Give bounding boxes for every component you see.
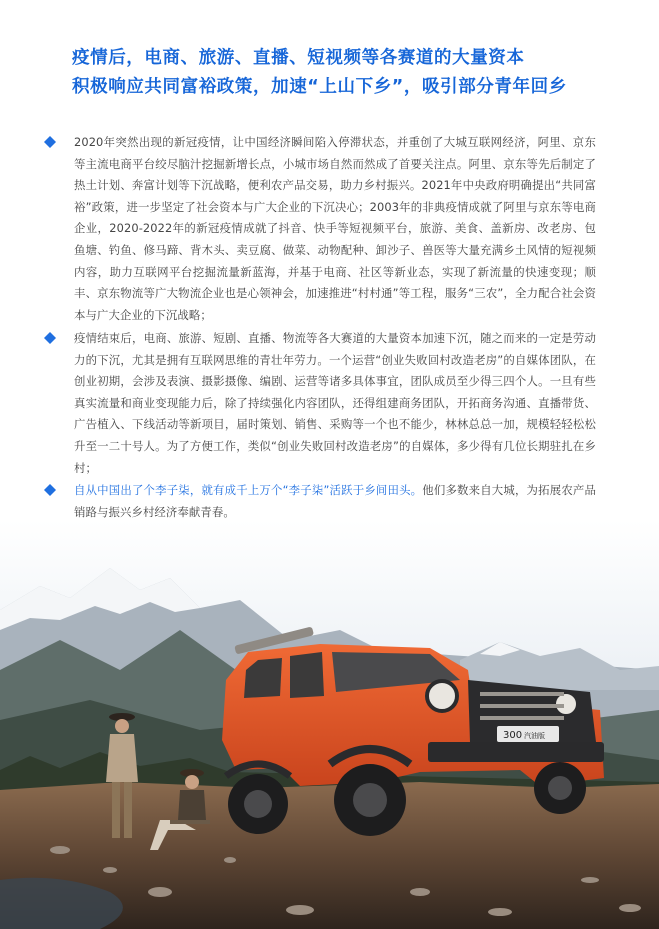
photo-scene bbox=[0, 520, 659, 929]
paragraph-3-highlight: 自从中国出了个李子柒，就有成千上万个“李子柒”活跃于乡间田头。 bbox=[74, 483, 423, 497]
paragraph-2: 疫情结束后，电商、旅游、短剧、直播、物流等各大赛道的大量资本加速下沉，随之而来的一定是劳动力的下沉，尤其是拥有互联网思维的青壮年劳力。一个运营“创业失败回村改造老房”的自媒体团队，在创业初期，会涉及表演、摄影摄像、编剧、运营等诸多具体事宜，团队成员至少得三四个人。一旦有些真实流量和商业变现能力后，除了持续强化内容团队，还得组建商务团队，开拓商务沟通、直播带货、广告植入、下线活动等新项目，届时策划、销售、采购等一个也不能少，林林总总一加，规模轻轻松松升至一二十号人。为了方便工作，类似“创业失败回村改造老房”的自媒体，多少得有几位长期驻扎在乡村； bbox=[74, 331, 596, 475]
paragraph-3-text: 他们多数来自大城，为拓展农产品销路与振兴乡村经济奉献青春。 bbox=[74, 483, 596, 519]
diamond-bullet-icon bbox=[44, 484, 56, 496]
cover-photo bbox=[0, 520, 659, 929]
paragraph-3 bbox=[74, 480, 596, 523]
page-title bbox=[72, 44, 632, 102]
title-line-2: 积极响应共同富裕政策，加速“上山下乡”，吸引部分青年回乡 bbox=[72, 77, 567, 97]
paragraph-1: 2020年突然出现的新冠疫情，让中国经济瞬间陷入停滞状态，并重创了大城互联网经济，阿里、京东等主流电商平台绞尽脑汁挖掘新增长点，小城市场自然而然成了首要关注点。阿里、京东等先后制定了热土计划、奔富计划等下沉战略，便利农产品交易，助力乡村振兴。2021年中央政府明确提出“共同富裕”政策，进一步坚定了社会资本与广大企业的下沉决心；2003年的非典疫情成就了阿里与京东等电商企业，2020-2022年的新冠疫情成就了抖音、快手等短视频平台，旅游、美食、盖新房、改老房、包鱼塘、钓鱼、修马蹄、背木头、卖豆腐、做菜、动物配种、卸沙子、兽医等大量充满乡土风情的短视频内容，助力互联网平台挖掘流量新蓝海，并基于电商、社区等新业态，实现了新流量的快速变现；顺丰、京东物流等广大物流企业也是心领神会，加速推进“村村通”等工程，服务“三农”，全力配合社会资本与广大企业的下沉战略； bbox=[74, 135, 596, 322]
vehicle-badge: 汽油版 bbox=[524, 732, 545, 740]
title-line-1: 疫情后，电商、旅游、直播、短视频等各赛道的大量资本 bbox=[72, 48, 525, 68]
diamond-bullet-icon bbox=[44, 332, 56, 344]
vehicle-plate: 300 bbox=[503, 730, 523, 741]
diamond-bullet-icon bbox=[44, 136, 56, 148]
